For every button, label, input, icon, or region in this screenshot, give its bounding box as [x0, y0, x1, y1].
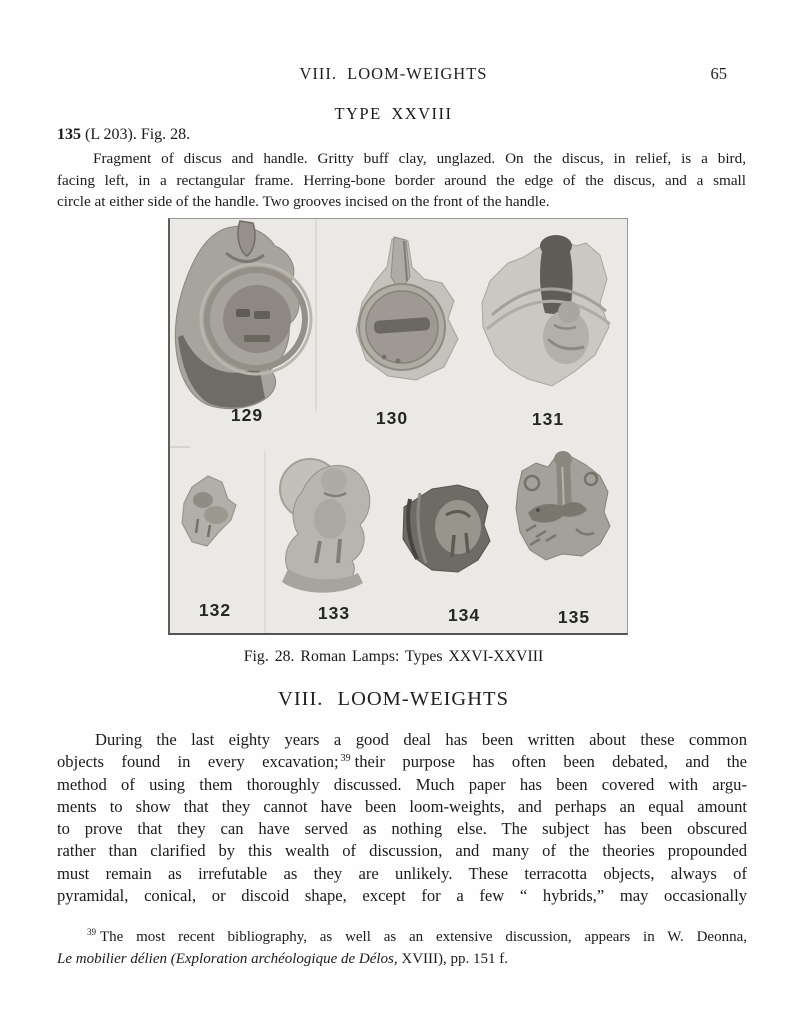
catalog-entry-description [57, 148, 746, 213]
body-line: ments to show that they cannot have been loom-weights, and perhaps an equal amount [57, 796, 747, 816]
lamp-fragment-132-image [182, 476, 236, 546]
fragment-label-133: 133 [317, 603, 351, 623]
footnote-text: The most recent bibliography, as well as an extensive discussion, appears in W. Deonna, [100, 929, 747, 945]
entry-desc-line: circle at either side of the handle. Two grooves incised on the front of the handle. [57, 193, 550, 210]
fragment-label-129: 129 [230, 405, 264, 425]
body-line: During the last eighty years a good deal has been written about these common [95, 730, 747, 749]
catalog-entry-heading [57, 126, 190, 144]
body-line: rather than clarified by this wealth of discussion, and many of the theories propounded [57, 841, 747, 861]
footnote [57, 927, 747, 970]
body-line: pyramidal, conical, or discoid shape, except for a few “ hybrids,” may occasionally [57, 886, 747, 906]
body-text: objects found in every excavation; [57, 752, 339, 772]
lamp-fragment-129-image [175, 221, 311, 409]
body-text: their purpose has often been debated, and the [354, 752, 748, 772]
lamp-fragment-130-image [356, 237, 458, 380]
footnote-text: XVIII), pp. 151 f. [397, 950, 509, 967]
footnote-reference-mark: 39 [340, 752, 351, 764]
footnote-line [57, 927, 747, 949]
footnote-title-italic: Le mobilier délien (Exploration archéologique de Délos, [57, 950, 398, 967]
fragment-label-134: 134 [447, 605, 481, 625]
type-heading: TYPE XXVIII [334, 104, 453, 123]
fragment-label-130: 130 [375, 408, 409, 428]
lamp-fragment-133-image [280, 459, 370, 593]
section-heading: VIII. LOOM-WEIGHTS [278, 688, 509, 710]
lamp-fragment-131-image [482, 235, 610, 386]
figure-plate-photo [168, 218, 628, 635]
body-line [57, 751, 747, 773]
entry-desc-line: facing left, in a rectangular frame. Herring-bone border around the edge of the discus, and a small [57, 171, 746, 189]
lamp-fragment-135-image [516, 451, 610, 560]
body-paragraph [57, 729, 747, 907]
body-line: to prove that they can have served as nothing else. The subject has been obscured [57, 819, 747, 839]
lamp-fragment-134-image [403, 485, 490, 572]
running-head: VIII. LOOM-WEIGHTS [299, 64, 488, 83]
entry-number: 135 [57, 126, 81, 143]
footnote-line [57, 949, 747, 971]
page-number: 65 [710, 64, 727, 83]
entry-reference: (L 203). Fig. 28. [81, 126, 191, 143]
fragment-label-131: 131 [531, 409, 565, 429]
body-line: method of using them thoroughly discussed. Much paper has been covered with argu- [57, 774, 747, 794]
figure-caption: Fig. 28. Roman Lamps: Types XXVI-XXVIII [243, 648, 544, 665]
fragment-label-135: 135 [557, 607, 591, 627]
entry-desc-line: Fragment of discus and handle. Gritty buff clay, unglazed. On the discus, in relief, is a bird, [93, 150, 746, 167]
body-line: must remain as irrefutable as they are unlikely. These terracotta objects, always of [57, 863, 747, 883]
footnote-number: 39 [87, 927, 96, 937]
fragment-label-132: 132 [198, 600, 232, 620]
